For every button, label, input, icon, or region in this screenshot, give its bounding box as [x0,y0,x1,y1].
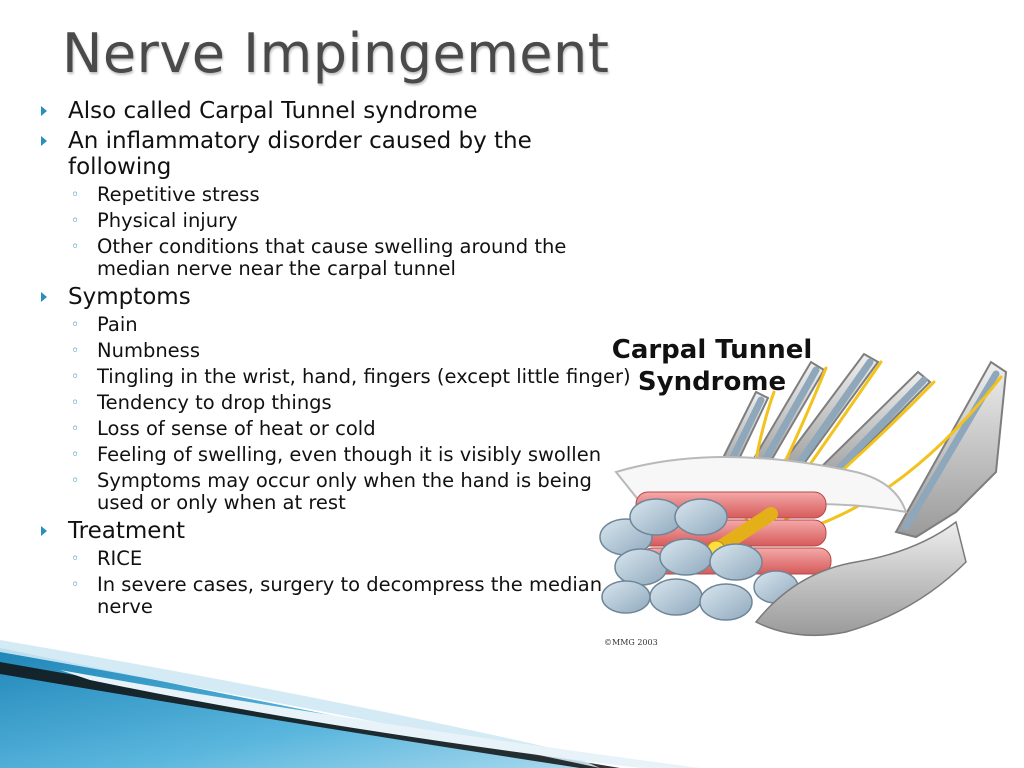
sub-bullet-text: Physical injury [97,209,238,232]
triangle-bullet-icon [41,136,47,146]
bullet-text: Also called Carpal Tunnel syndrome [68,98,478,124]
sub-bullet-item [38,184,638,206]
sub-bullet-text: RICE [97,547,143,570]
bullet-text: Treatment [68,518,186,544]
circle-bullet-icon: ◦ [71,473,80,489]
sub-bullet-item [38,210,638,232]
figure-title-line: Carpal Tunnel [611,335,813,365]
figure-credit: ©MMG 2003 [604,638,658,647]
triangle-bullet-icon [41,106,47,116]
bullet-text: An inflammatory disorder caused by the following [68,128,532,180]
sub-bullet-text: Other conditions that cause swelling around the median nerve near the carpal tunnel [97,235,567,280]
slide-title: Nerve Impingement [62,22,610,85]
sub-bullet-item [38,470,637,514]
sub-bullet-item [38,444,637,466]
figure-title [596,334,828,398]
triangle-bullet-icon [41,526,47,536]
circle-bullet-icon: ◦ [71,317,80,333]
sub-bullet-item [38,418,638,440]
sub-bullet-item [38,366,637,388]
circle-bullet-icon: ◦ [71,421,80,437]
sub-bullet-text: Loss of sense of heat or cold [97,417,376,440]
sub-bullet-item [38,236,638,280]
sub-bullet-text: Symptoms may occur only when the hand is being used or only when at rest [97,469,592,514]
circle-bullet-icon: ◦ [71,577,80,593]
circle-bullet-icon: ◦ [71,343,80,359]
circle-bullet-icon: ◦ [71,239,80,255]
bullet-list [38,94,638,618]
circle-bullet-icon: ◦ [71,447,80,463]
sub-bullet-text: Numbness [97,339,200,362]
sub-bullet-text: Tendency to drop things [97,391,332,414]
bullet-item [38,128,638,180]
bullet-text: Symptoms [68,284,191,310]
bullet-item [38,98,638,124]
sub-bullet-item [38,548,638,570]
bullet-item [38,284,638,310]
sub-bullet-text: Repetitive stress [97,183,260,206]
circle-bullet-icon: ◦ [71,369,80,385]
sub-bullet-text: Pain [97,313,138,336]
sub-bullet-text: In severe cases, surgery to decompress the median nerve [97,573,603,618]
circle-bullet-icon: ◦ [71,551,80,567]
sub-bullet-item [38,314,638,336]
decorative-swoosh [0,600,1024,768]
bullet-item [38,518,638,544]
sub-bullet-item [38,340,638,362]
figure-title-line: Syndrome [637,367,787,397]
circle-bullet-icon: ◦ [71,213,80,229]
triangle-bullet-icon [41,292,47,302]
sub-bullet-item [38,392,638,414]
sub-bullet-text: Feeling of swelling, even though it is visibly swollen [97,443,602,466]
circle-bullet-icon: ◦ [71,395,80,411]
sub-bullet-text: Tingling in the wrist, hand, fingers (except little finger) [97,365,631,388]
circle-bullet-icon: ◦ [71,187,80,203]
